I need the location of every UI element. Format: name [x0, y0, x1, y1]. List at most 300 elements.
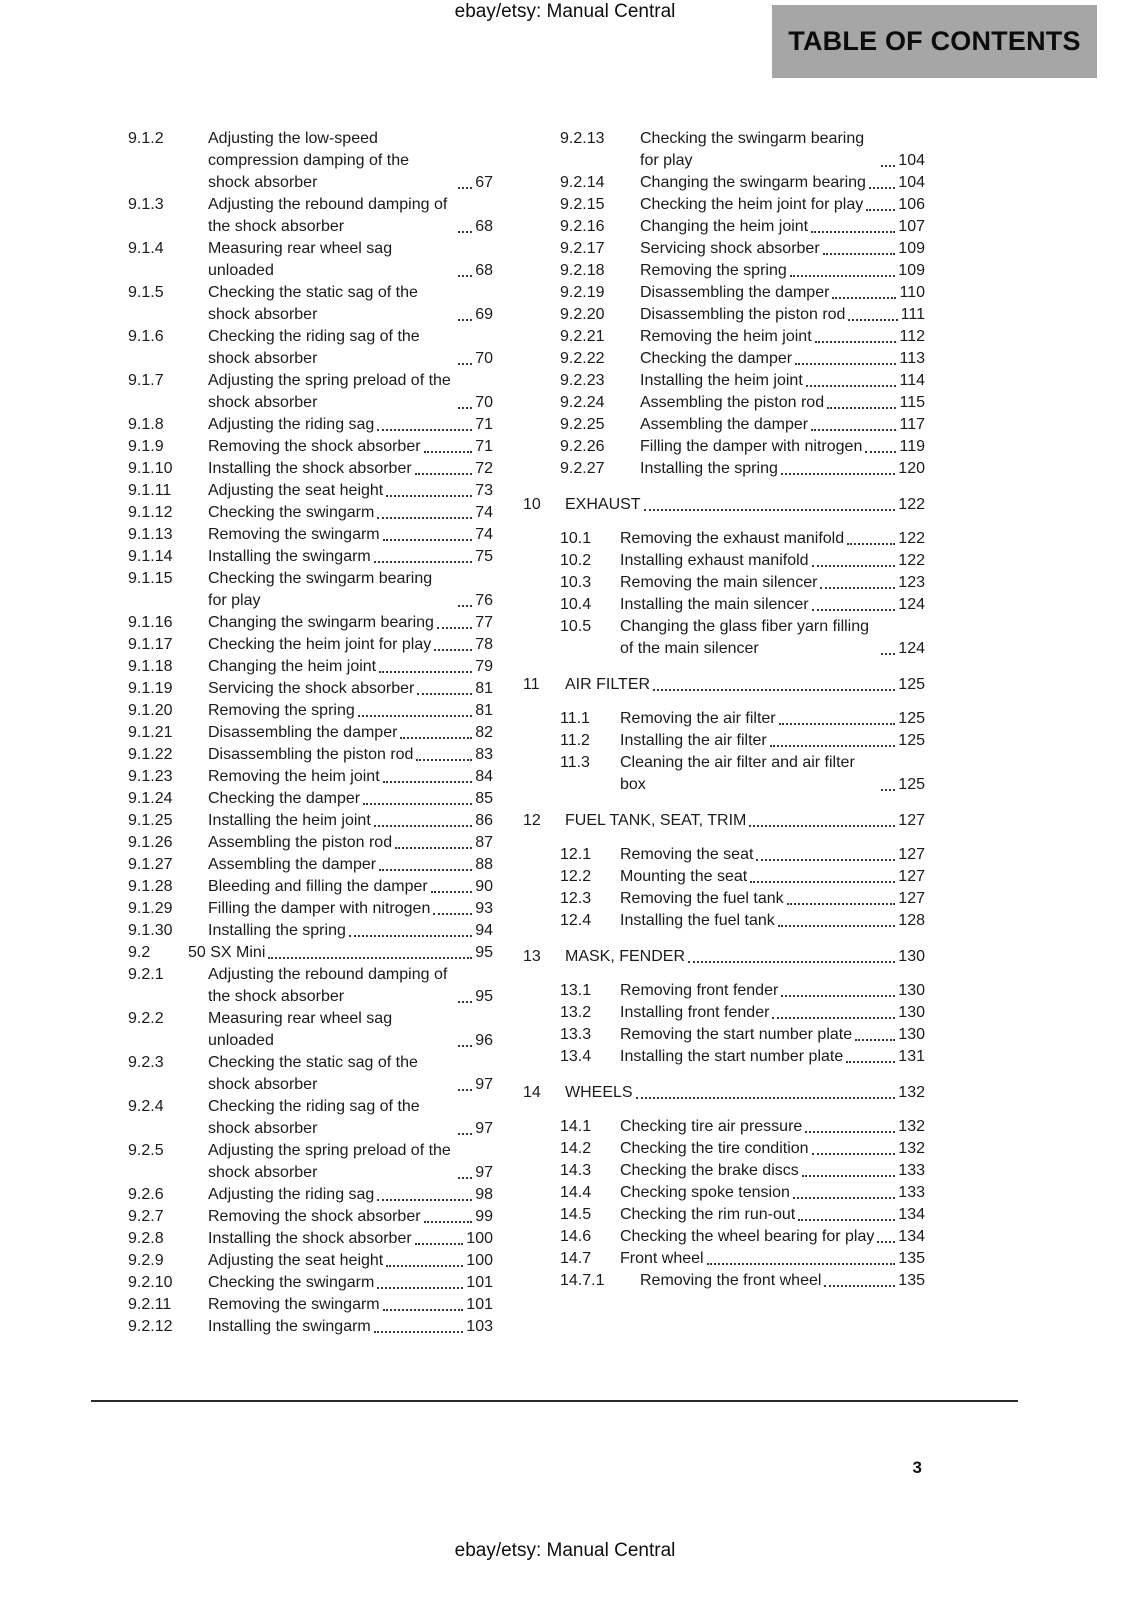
- toc-entry: [523, 436, 925, 458]
- toc-dot-leader: [779, 723, 896, 725]
- toc-entry-title: Checking the swingarm bearing for play: [208, 570, 433, 609]
- toc-dot-leader: [877, 1241, 895, 1243]
- toc-entry: [523, 1138, 925, 1160]
- toc-dot-leader: [749, 825, 895, 827]
- toc-dot-leader: [434, 649, 472, 651]
- toc-dot-leader: [458, 363, 472, 365]
- toc-entry-title: Installing the heim joint: [208, 812, 371, 829]
- toc-entry-number: 14.7: [560, 1250, 592, 1267]
- toc-entry-page: 104: [898, 152, 925, 169]
- toc-entry: [91, 656, 493, 678]
- toc-entry-number: 9.1.26: [128, 834, 173, 851]
- toc-entry: [523, 1024, 925, 1046]
- toc-entry: [523, 1226, 925, 1248]
- toc-dot-leader: [832, 297, 896, 299]
- toc-dot-leader: [811, 231, 895, 233]
- toc-entry: [91, 854, 493, 876]
- toc-entry: [523, 1082, 925, 1104]
- toc-entry-title: Assembling the piston rod: [208, 834, 393, 851]
- toc-entry-number: 9.1.17: [128, 636, 173, 653]
- toc-dot-leader: [431, 891, 473, 893]
- toc-entry-page: 88: [475, 856, 493, 873]
- toc-entry-title: Disassembling the piston rod: [208, 746, 414, 763]
- toc-entry-number: 14: [523, 1084, 541, 1101]
- toc-entry-page: 76: [475, 592, 493, 609]
- toc-entry: [91, 612, 493, 634]
- toc-entry-number: 13.3: [560, 1026, 592, 1043]
- toc-entry: [91, 810, 493, 832]
- toc-entry: [91, 1250, 493, 1272]
- toc-entry-title: Checking the damper: [640, 350, 793, 367]
- toc-dot-leader: [848, 319, 897, 321]
- toc-entry-title: Installing the swingarm: [208, 548, 371, 565]
- toc-entry-number: 10.5: [560, 618, 592, 635]
- toc-entry-page: 97: [475, 1164, 493, 1181]
- toc-dot-leader: [400, 737, 472, 739]
- toc-entry-page: 85: [475, 790, 493, 807]
- toc-entry-number: 9.2.9: [128, 1252, 164, 1269]
- toc-entry-number: 9.2.25: [560, 416, 605, 433]
- toc-entry-number: 9.1.30: [128, 922, 173, 939]
- toc-dot-leader: [865, 451, 896, 453]
- toc-entry: [523, 282, 925, 304]
- toc-entry-title: Installing the shock absorber: [208, 460, 412, 477]
- toc-dot-leader: [363, 803, 472, 805]
- toc-entry-title: Removing the front wheel: [640, 1272, 822, 1289]
- toc-dot-leader: [798, 1219, 895, 1221]
- toc-entry-number: 13.1: [560, 982, 592, 999]
- toc-entry-number: 12: [523, 812, 541, 829]
- toc-dot-leader: [374, 825, 472, 827]
- toc-entry-title: Installing the spring: [208, 922, 346, 939]
- toc-entry-page: 134: [898, 1228, 925, 1245]
- toc-dot-leader: [386, 495, 472, 497]
- toc-dot-leader: [415, 1243, 464, 1245]
- toc-entry-title: Changing the heim joint: [640, 218, 809, 235]
- toc-dot-leader: [379, 671, 472, 673]
- toc-column-left: [91, 128, 493, 1338]
- toc-entry-number: 9.2.3: [128, 1054, 164, 1071]
- toc-dot-leader: [812, 1153, 896, 1155]
- toc-entry-title: Removing the swingarm: [208, 1296, 380, 1313]
- toc-entry: [523, 1204, 925, 1226]
- toc-entry: [91, 458, 493, 480]
- toc-entry-page: 122: [898, 552, 925, 569]
- toc-entry-number: 14.4: [560, 1184, 592, 1201]
- toc-entry: [523, 194, 925, 216]
- toc-entry: [523, 1248, 925, 1270]
- toc-entry-title: FUEL TANK, SEAT, TRIM: [565, 812, 747, 829]
- toc-entry-page: 72: [475, 460, 493, 477]
- toc-entry-page: 119: [899, 438, 925, 455]
- toc-dot-leader: [458, 1001, 472, 1003]
- toc-dot-leader: [820, 587, 895, 589]
- toc-entry-title: Installing the start number plate: [620, 1048, 844, 1065]
- toc-entry-page: 101: [466, 1274, 493, 1291]
- toc-entry-page: 107: [898, 218, 925, 235]
- toc-entry-number: 14.5: [560, 1206, 592, 1223]
- toc-entry-page: 81: [475, 702, 493, 719]
- toc-entry-number: 12.3: [560, 890, 592, 907]
- toc-entry-title: Checking the swingarm bearing for play: [640, 130, 865, 169]
- toc-entry-page: 127: [898, 846, 925, 863]
- toc-entry: [523, 528, 925, 550]
- toc-dot-leader: [847, 543, 895, 545]
- toc-entry: [523, 348, 925, 370]
- toc-entry: [91, 1008, 493, 1052]
- toc-entry-page: 122: [898, 496, 925, 513]
- toc-entry-title: Installing the spring: [640, 460, 778, 477]
- toc-entry: [91, 1184, 493, 1206]
- toc-dot-leader: [756, 859, 895, 861]
- table-of-contents-header: [772, 5, 1097, 78]
- toc-entry-number: 9.2.22: [560, 350, 605, 367]
- toc-column-right: [523, 128, 925, 1292]
- toc-entry-title: Checking tire air pressure: [620, 1118, 803, 1135]
- toc-dot-leader: [415, 473, 473, 475]
- toc-entry-title: Removing the spring: [640, 262, 787, 279]
- toc-entry-page: 112: [899, 328, 925, 345]
- toc-entry-number: 9.1.11: [128, 482, 172, 499]
- toc-entry-number: 9.2.15: [560, 196, 605, 213]
- toc-entry-number: 9.2.12: [128, 1318, 173, 1335]
- toc-entry-page: 114: [899, 372, 925, 389]
- toc-entry-number: 11.1: [560, 710, 590, 727]
- toc-entry-page: 125: [898, 710, 925, 727]
- toc-dot-leader: [707, 1263, 896, 1265]
- toc-entry-number: 9.1.28: [128, 878, 173, 895]
- toc-entry-number: 14.1: [560, 1118, 592, 1135]
- toc-entry-page: 135: [898, 1250, 925, 1267]
- toc-entry: [523, 866, 925, 888]
- toc-entry-page: 70: [475, 350, 493, 367]
- toc-entry: [523, 616, 925, 660]
- toc-entry-number: 9.1.20: [128, 702, 173, 719]
- toc-entry: [91, 128, 493, 194]
- toc-dot-leader: [812, 565, 896, 567]
- toc-entry: [523, 810, 925, 832]
- toc-entry-title: Checking the rim run-out: [620, 1206, 796, 1223]
- toc-entry: [91, 436, 493, 458]
- toc-entry-number: 9.2.21: [560, 328, 605, 345]
- toc-entry-page: 94: [475, 922, 493, 939]
- toc-entry-number: 9.1.22: [128, 746, 173, 763]
- toc-entry-number: 14.7.1: [560, 1272, 605, 1289]
- toc-entry-title: Checking the swingarm: [208, 504, 375, 521]
- toc-entry-page: 133: [898, 1162, 925, 1179]
- toc-entry-title: Installing exhaust manifold: [620, 552, 809, 569]
- toc-dot-leader: [855, 1039, 895, 1041]
- toc-entry: [91, 1228, 493, 1250]
- toc-entry-title: Removing the heim joint: [208, 768, 380, 785]
- toc-entry-title: 50 SX Mini: [188, 944, 266, 961]
- toc-entry-number: 9.2.19: [560, 284, 605, 301]
- toc-entry-page: 73: [475, 482, 493, 499]
- toc-entry-title: Checking the brake discs: [620, 1162, 799, 1179]
- toc-entry: [91, 326, 493, 370]
- toc-dot-leader: [812, 609, 896, 611]
- toc-entry-page: 132: [898, 1140, 925, 1157]
- toc-entry-page: 74: [475, 526, 493, 543]
- toc-entry-page: 130: [898, 1004, 925, 1021]
- toc-entry: [91, 370, 493, 414]
- toc-entry-page: 98: [475, 1186, 493, 1203]
- toc-entry-number: 9.1.19: [128, 680, 173, 697]
- toc-dot-leader: [458, 605, 472, 607]
- toc-dot-leader: [377, 429, 472, 431]
- toc-dot-leader: [374, 1331, 464, 1333]
- toc-dot-leader: [802, 1175, 896, 1177]
- toc-entry-page: 125: [898, 676, 925, 693]
- toc-entry-page: 124: [898, 596, 925, 613]
- toc-entry-title: Changing the glass fiber yarn filling of the main silencer: [620, 618, 870, 657]
- toc-entry: [91, 832, 493, 854]
- toc-entry-page: 130: [898, 982, 925, 999]
- toc-entry-title: Removing the swingarm: [208, 526, 380, 543]
- toc-entry-title: Adjusting the rebound damping of the shock absorber: [208, 966, 448, 1005]
- toc-entry-title: Checking the riding sag of the shock absorber: [208, 1098, 420, 1137]
- toc-entry-title: Adjusting the seat height: [208, 1252, 384, 1269]
- toc-entry-page: 74: [475, 504, 493, 521]
- toc-entry-page: 68: [475, 218, 493, 235]
- toc-entry: [91, 898, 493, 920]
- toc-entry: [523, 458, 925, 480]
- toc-entry-number: 9.1.2: [128, 130, 164, 147]
- toc-entry-page: 109: [898, 262, 925, 279]
- toc-dot-leader: [268, 957, 472, 959]
- toc-entry-page: 70: [475, 394, 493, 411]
- toc-entry: [91, 678, 493, 700]
- toc-entry: [523, 980, 925, 1002]
- toc-entry-title: Changing the swingarm bearing: [208, 614, 434, 631]
- toc-entry: [523, 370, 925, 392]
- toc-entry-page: 97: [475, 1120, 493, 1137]
- toc-dot-leader: [379, 869, 472, 871]
- toc-dot-leader: [416, 759, 472, 761]
- toc-entry: [91, 964, 493, 1008]
- toc-entry-title: EXHAUST: [565, 496, 641, 513]
- toc-entry-page: 130: [898, 948, 925, 965]
- page-number: 3: [912, 1458, 922, 1477]
- toc-dot-leader: [383, 539, 473, 541]
- toc-entry: [523, 1116, 925, 1138]
- toc-entry-number: 9.1.16: [128, 614, 173, 631]
- toc-dot-leader: [750, 881, 895, 883]
- toc-entry: [523, 172, 925, 194]
- toc-entry-page: 128: [898, 912, 925, 929]
- toc-entry-title: Removing the seat: [620, 846, 754, 863]
- toc-entry-number: 9.1.27: [128, 856, 173, 873]
- toc-dot-leader: [781, 995, 895, 997]
- toc-dot-leader: [781, 473, 895, 475]
- toc-entry-number: 14.6: [560, 1228, 592, 1245]
- toc-entry-number: 9.2.23: [560, 372, 605, 389]
- toc-entry-title: Removing the start number plate: [620, 1026, 853, 1043]
- toc-entry-page: 123: [898, 574, 925, 591]
- toc-entry-number: 9.1.18: [128, 658, 173, 675]
- toc-entry: [91, 194, 493, 238]
- toc-dot-leader: [881, 789, 895, 791]
- toc-entry-title: Cleaning the air filter and air filter box: [620, 754, 855, 793]
- toc-entry: [91, 414, 493, 436]
- toc-entry-number: 11.2: [560, 732, 590, 749]
- toc-entry-number: 9.2.6: [128, 1186, 164, 1203]
- toc-entry-page: 96: [475, 1032, 493, 1049]
- toc-entry: [523, 594, 925, 616]
- toc-entry-number: 12.4: [560, 912, 592, 929]
- toc-entry: [91, 942, 493, 964]
- toc-entry-page: 104: [898, 174, 925, 191]
- toc-entry-page: 110: [899, 284, 925, 301]
- toc-dot-leader: [437, 627, 472, 629]
- toc-dot-leader: [653, 689, 895, 691]
- toc-dot-leader: [458, 1133, 472, 1135]
- toc-entry-number: 9.1.7: [128, 372, 164, 389]
- bottom-watermark: ebay/etsy: Manual Central: [454, 1540, 676, 1561]
- toc-dot-leader: [824, 1285, 895, 1287]
- toc-entry-title: Adjusting the spring preload of the shock absorber: [208, 372, 451, 411]
- toc-entry-page: 132: [898, 1118, 925, 1135]
- toc-entry: [91, 744, 493, 766]
- toc-dot-leader: [869, 187, 895, 189]
- toc-dot-leader: [374, 561, 472, 563]
- toc-entry: [523, 752, 925, 796]
- toc-dot-leader: [458, 407, 472, 409]
- toc-entry-title: Assembling the piston rod: [640, 394, 825, 411]
- toc-entry-page: 99: [475, 1208, 493, 1225]
- toc-entry-title: MASK, FENDER: [565, 948, 686, 965]
- toc-entry-title: Disassembling the damper: [640, 284, 830, 301]
- toc-entry-title: Installing front fender: [620, 1004, 770, 1021]
- toc-dot-leader: [795, 363, 896, 365]
- toc-entry: [523, 946, 925, 968]
- toc-entry-page: 79: [475, 658, 493, 675]
- toc-dot-leader: [881, 165, 895, 167]
- toc-entry-page: 127: [898, 890, 925, 907]
- toc-entry-number: 12.1: [560, 846, 592, 863]
- toc-entry: [523, 572, 925, 594]
- toc-entry-title: Removing the heim joint: [640, 328, 812, 345]
- toc-entry-title: Checking the heim joint for play: [640, 196, 864, 213]
- toc-entry-page: 120: [898, 460, 925, 477]
- page-title: TABLE OF CONTENTS: [788, 26, 1081, 56]
- toc-entry-number: 9.2.26: [560, 438, 605, 455]
- toc-entry-title: Installing the main silencer: [620, 596, 809, 613]
- toc-dot-leader: [458, 231, 472, 233]
- toc-entry-number: 9.2.16: [560, 218, 605, 235]
- toc-entry-title: Checking the wheel bearing for play: [620, 1228, 875, 1245]
- toc-entry-page: 95: [475, 944, 493, 961]
- toc-entry-page: 106: [898, 196, 925, 213]
- toc-entry: [91, 1316, 493, 1338]
- toc-entry-title: Changing the swingarm bearing: [640, 174, 866, 191]
- toc-entry: [91, 766, 493, 788]
- toc-entry: [91, 524, 493, 546]
- toc-entry-number: 9.2.11: [128, 1296, 172, 1313]
- toc-entry-title: Checking the damper: [208, 790, 361, 807]
- toc-dot-leader: [349, 935, 472, 937]
- toc-entry-title: Removing the air filter: [620, 710, 776, 727]
- toc-entry-page: 109: [898, 240, 925, 257]
- toc-entry-page: 131: [898, 1048, 925, 1065]
- toc-entry: [91, 1140, 493, 1184]
- toc-entry-title: Checking the static sag of the shock absorber: [208, 1054, 418, 1093]
- toc-entry-page: 81: [475, 680, 493, 697]
- toc-entry: [91, 1206, 493, 1228]
- toc-dot-leader: [377, 1287, 463, 1289]
- toc-entry-page: 117: [899, 416, 925, 433]
- toc-entry-page: 135: [898, 1272, 925, 1289]
- toc-entry: [523, 674, 925, 696]
- toc-entry-number: 9.1.21: [128, 724, 173, 741]
- toc-entry-title: Installing the air filter: [620, 732, 767, 749]
- toc-entry-page: 125: [898, 776, 925, 793]
- toc-entry-title: Checking the heim joint for play: [208, 636, 432, 653]
- toc-dot-leader: [866, 209, 895, 211]
- toc-entry: [523, 1160, 925, 1182]
- toc-dot-leader: [377, 517, 472, 519]
- toc-entry-number: 9.1.6: [128, 328, 164, 345]
- toc-entry-title: Installing the swingarm: [208, 1318, 371, 1335]
- toc-entry-number: 9.1.9: [128, 438, 164, 455]
- toc-entry-number: 9.1.13: [128, 526, 173, 543]
- toc-entry: [523, 550, 925, 572]
- toc-entry-page: 122: [898, 530, 925, 547]
- toc-entry-page: 71: [475, 438, 493, 455]
- toc-entry-number: 9.2.18: [560, 262, 605, 279]
- toc-entry-title: Adjusting the spring preload of the shock absorber: [208, 1142, 451, 1181]
- toc-entry-number: 9.1.23: [128, 768, 173, 785]
- toc-entry-page: 113: [899, 350, 925, 367]
- toc-entry-page: 115: [899, 394, 925, 411]
- toc-entry-number: 14.2: [560, 1140, 592, 1157]
- toc-entry: [523, 260, 925, 282]
- toc-dot-leader: [358, 715, 472, 717]
- toc-entry-title: Adjusting the seat height: [208, 482, 384, 499]
- toc-entry: [523, 1046, 925, 1068]
- toc-entry: [523, 844, 925, 866]
- toc-entry-title: Adjusting the riding sag: [208, 1186, 375, 1203]
- toc-entry-number: 9.2.1: [128, 966, 164, 983]
- toc-entry-number: 9.2.8: [128, 1230, 164, 1247]
- toc-entry-title: Disassembling the damper: [208, 724, 398, 741]
- toc-entry-number: 9.1.12: [128, 504, 173, 521]
- toc-dot-leader: [778, 925, 896, 927]
- toc-entry-number: 13: [523, 948, 541, 965]
- toc-entry: [523, 326, 925, 348]
- toc-entry-title: Checking spoke tension: [620, 1184, 790, 1201]
- toc-entry: [523, 128, 925, 172]
- toc-entry-number: 11.3: [560, 754, 590, 771]
- toc-dot-leader: [644, 509, 896, 511]
- toc-entry-page: 83: [475, 746, 493, 763]
- toc-entry: [91, 700, 493, 722]
- toc-entry: [91, 1096, 493, 1140]
- toc-entry-page: 77: [475, 614, 493, 631]
- toc-entry: [523, 414, 925, 436]
- toc-entry-page: 100: [466, 1230, 493, 1247]
- toc: [91, 128, 925, 1338]
- toc-entry-number: 9.2.14: [560, 174, 605, 191]
- toc-dot-leader: [881, 653, 895, 655]
- toc-entry-title: Measuring rear wheel sag unloaded: [208, 1010, 393, 1049]
- toc-entry-page: 125: [898, 732, 925, 749]
- toc-entry-page: 103: [466, 1318, 493, 1335]
- toc-entry: [91, 722, 493, 744]
- toc-entry-page: 95: [475, 988, 493, 1005]
- toc-entry-number: 9.2.20: [560, 306, 605, 323]
- toc-dot-leader: [823, 253, 896, 255]
